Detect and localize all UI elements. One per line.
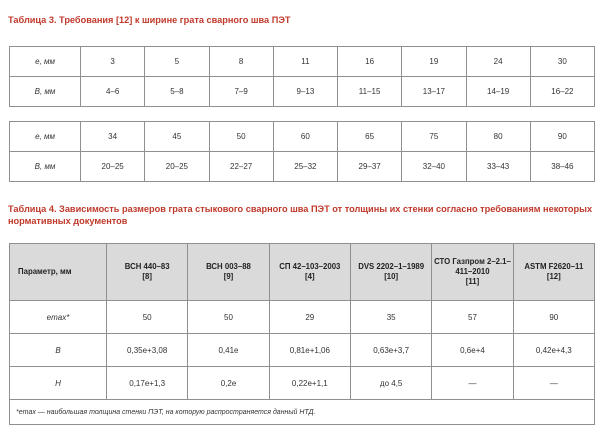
table-cell: 0,41e — [188, 334, 269, 367]
header-ref: [11] — [465, 277, 480, 286]
column-header — [350, 244, 431, 301]
table-cell: 11–15 — [338, 77, 402, 107]
row-label: H — [10, 367, 107, 400]
header-name: ASTM F2620–11 — [524, 262, 584, 271]
row-label: B, мм — [10, 77, 81, 107]
column-header — [107, 244, 188, 301]
table-cell: 90 — [513, 301, 594, 334]
table-row — [10, 367, 595, 400]
table-cell: 35 — [350, 301, 431, 334]
table-cell: 38–46 — [530, 152, 594, 182]
table-row — [10, 152, 595, 182]
table-cell: 9–13 — [273, 77, 337, 107]
table-cell: 0,81e+1,06 — [269, 334, 350, 367]
column-header-param: Параметр, мм — [10, 244, 107, 301]
table-header-row — [10, 244, 595, 301]
table-cell: до 4,5 — [350, 367, 431, 400]
table-cell: 24 — [466, 47, 530, 77]
table-cell: 0,35e+3,08 — [107, 334, 188, 367]
table-cell: 50 — [107, 301, 188, 334]
table-cell: 75 — [402, 122, 466, 152]
table-footnote-row — [10, 400, 595, 425]
table-cell: — — [432, 367, 513, 400]
row-label: emax* — [10, 301, 107, 334]
table3-part1 — [9, 46, 595, 107]
header-ref: [8] — [142, 272, 152, 281]
header-name: DVS 2202–1–1989 — [358, 262, 425, 271]
table4-caption: Таблица 4. Зависимость размеров грата стыкового сварного шва ПЭТ от толщины их стенки согласно требованиям некоторых нормативных документов — [8, 204, 593, 226]
table-cell: 50 — [188, 301, 269, 334]
header-ref: [9] — [223, 272, 234, 281]
table-cell: 90 — [530, 122, 594, 152]
table-cell: 8 — [209, 47, 273, 77]
table-cell: 65 — [338, 122, 402, 152]
row-label: e, мм — [10, 47, 81, 77]
table-cell: 13–17 — [402, 77, 466, 107]
table-cell: 29 — [269, 301, 350, 334]
table-row — [10, 334, 595, 367]
table-cell: 19 — [402, 47, 466, 77]
table-cell: 20–25 — [81, 152, 145, 182]
table-cell: 0,2e — [188, 367, 269, 400]
table-cell: 32–40 — [402, 152, 466, 182]
table-cell: 7–9 — [209, 77, 273, 107]
table-cell: 0,17e+1,3 — [107, 367, 188, 400]
table-cell: 16–22 — [530, 77, 594, 107]
table-row — [10, 47, 595, 77]
header-name: ВСН 003–88 — [206, 262, 251, 271]
table-cell: — — [513, 367, 594, 400]
table-cell: 0,6e+4 — [432, 334, 513, 367]
table-cell: 57 — [432, 301, 513, 334]
table-row — [10, 301, 595, 334]
table-cell: 5–8 — [145, 77, 209, 107]
table-cell: 3 — [81, 47, 145, 77]
table-cell: 5 — [145, 47, 209, 77]
table-cell: 30 — [530, 47, 594, 77]
column-header — [432, 244, 513, 301]
table-cell: 0,63e+3,7 — [350, 334, 431, 367]
row-label: B — [10, 334, 107, 367]
table-cell: 14–19 — [466, 77, 530, 107]
column-header — [188, 244, 269, 301]
table-cell: 11 — [273, 47, 337, 77]
table-footnote: *emax — наибольшая толщина стенки ПЭТ, на которую распространяется данный НТД. — [10, 400, 595, 425]
header-name: СП 42–103–2003 — [279, 262, 341, 271]
table-cell: 50 — [209, 122, 273, 152]
table-cell: 33–43 — [466, 152, 530, 182]
table-cell: 0,42e+4,3 — [513, 334, 594, 367]
table-cell: 20–25 — [145, 152, 209, 182]
header-name: СТО Газпром 2–2.1–411–2010 — [434, 257, 511, 276]
table-cell: 25–32 — [273, 152, 337, 182]
header-ref: [4] — [305, 272, 315, 281]
table-cell: 45 — [145, 122, 209, 152]
table-cell: 16 — [338, 47, 402, 77]
table4 — [9, 243, 595, 425]
row-label: B, мм — [10, 152, 81, 182]
header-name: ВСН 440–83 — [124, 262, 170, 271]
table-row — [10, 77, 595, 107]
table-cell: 22–27 — [209, 152, 273, 182]
table-cell: 60 — [273, 122, 337, 152]
table-cell: 80 — [466, 122, 530, 152]
table-cell: 29–37 — [338, 152, 402, 182]
table-row — [10, 122, 595, 152]
column-header — [513, 244, 594, 301]
row-label: e, мм — [10, 122, 81, 152]
table-cell: 34 — [81, 122, 145, 152]
table-cell: 0,22e+1,1 — [269, 367, 350, 400]
header-ref: [10] — [384, 272, 399, 281]
table3-caption: Таблица 3. Требования [12] к ширине грата сварного шва ПЭТ — [8, 15, 291, 25]
table3-part2 — [9, 121, 595, 182]
column-header — [269, 244, 350, 301]
table-cell: 4–6 — [81, 77, 145, 107]
header-ref: [12] — [546, 272, 561, 281]
